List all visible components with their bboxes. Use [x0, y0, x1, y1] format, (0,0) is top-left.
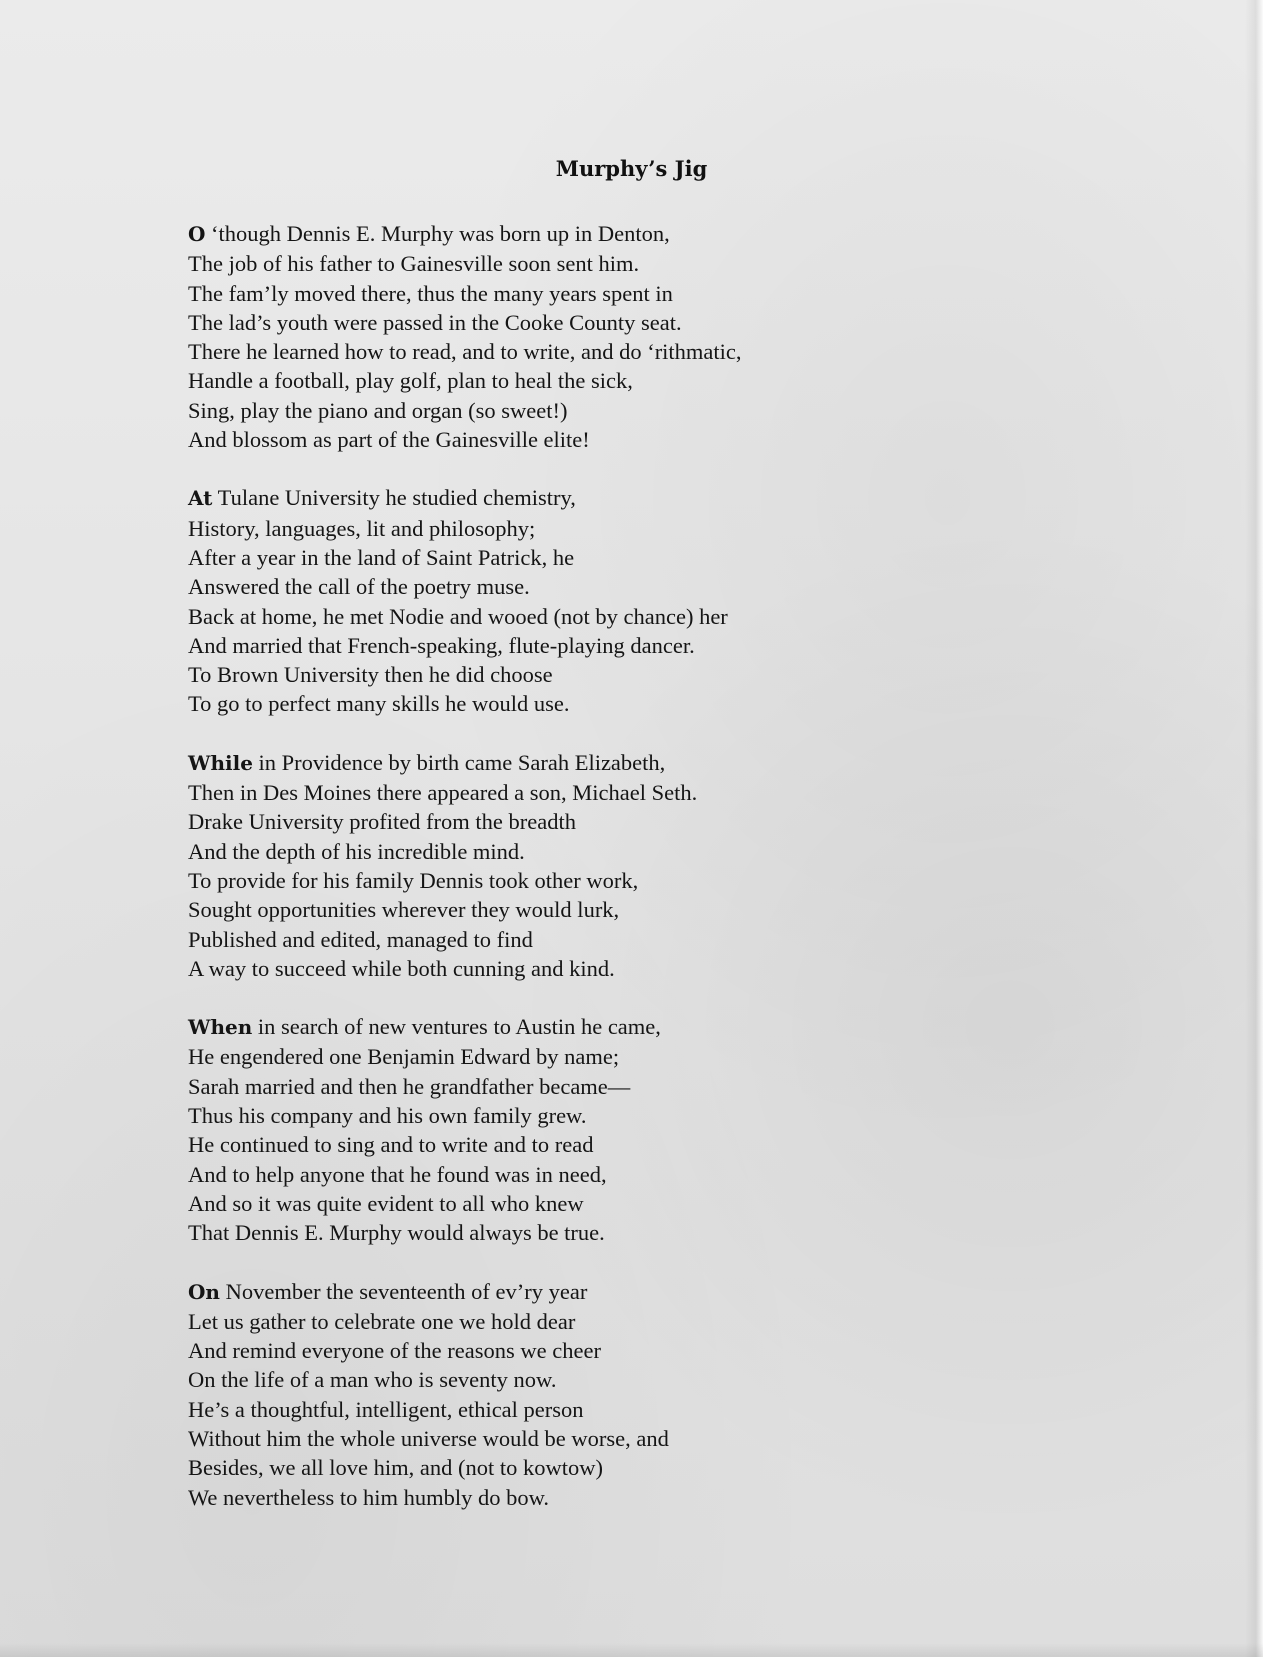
- line-text: Tulane University he studied chemistry,: [212, 485, 576, 511]
- stanza-lead-word: At: [188, 486, 213, 511]
- poem-line: And blossom as part of the Gainesville elite!: [188, 427, 590, 453]
- stanza-1: [188, 219, 1088, 454]
- poem-body: [188, 219, 1088, 1541]
- stanza-2: [188, 483, 1088, 718]
- poem-line: To provide for his family Dennis took other work,: [188, 867, 639, 893]
- poem-line: A way to succeed while both cunning and kind.: [188, 955, 615, 981]
- page-edge-shadow: [1245, 0, 1263, 1657]
- poem-line: On the life of a man who is seventy now.: [188, 1367, 557, 1393]
- poem-line: Thus his company and his own family grew.: [188, 1103, 587, 1129]
- line-text: November the seventeenth of ev’ry year: [219, 1278, 588, 1304]
- poem-line: Published and edited, managed to find: [188, 926, 533, 952]
- stanza-lead-word: On: [188, 1279, 220, 1304]
- poem-line: Sought opportunities wherever they would lurk,: [188, 897, 620, 923]
- page-bottom-shadow: [0, 1643, 1263, 1657]
- line-text: in Providence by birth came Sarah Elizabeth,: [252, 749, 666, 775]
- poem-line: He continued to sing and to write and to read: [188, 1132, 594, 1158]
- poem-line: And so it was quite evident to all who knew: [188, 1190, 584, 1216]
- stanza-4: [188, 1012, 1088, 1247]
- poem-line: After a year in the land of Saint Patrick, he: [188, 544, 575, 570]
- poem-line: He’s a thoughtful, intelligent, ethical person: [188, 1396, 584, 1422]
- poem-line: He engendered one Benjamin Edward by name;: [188, 1044, 620, 1070]
- poem-line: [188, 748, 1088, 778]
- poem-line: The job of his father to Gainesville soon sent him.: [188, 251, 640, 277]
- poem-line: That Dennis E. Murphy would always be true.: [188, 1220, 605, 1246]
- poem-line: History, languages, lit and philosophy;: [188, 515, 536, 541]
- poem-line: To Brown University then he did choose: [188, 662, 553, 688]
- poem-line: The lad’s youth were passed in the Cooke County seat.: [188, 309, 682, 335]
- poem-line: Handle a football, play golf, plan to heal the sick,: [188, 368, 633, 394]
- stanza-lead-word: When: [188, 1015, 253, 1040]
- poem-title: Murphy’s Jig: [555, 156, 708, 181]
- poem-line: Let us gather to celebrate one we hold dear: [188, 1308, 576, 1334]
- stanza-lead-word: O: [188, 222, 206, 246]
- poem-line: Back at home, he met Nodie and wooed (not by chance) her: [188, 603, 728, 629]
- poem-line: Sing, play the piano and organ (so sweet!): [188, 397, 568, 423]
- poem-line: Besides, we all love him, and (not to kowtow): [188, 1455, 603, 1481]
- poem-line: There he learned how to read, and to write, and do ‘rithmatic,: [188, 339, 742, 365]
- line-text: ‘though Dennis E. Murphy was born up in Denton,: [205, 221, 670, 246]
- poem-line: And the depth of his incredible mind.: [188, 838, 525, 864]
- stanza-3: [188, 748, 1088, 983]
- poem-line: To go to perfect many skills he would use.: [188, 691, 570, 717]
- poem-line: Without him the whole universe would be worse, and: [188, 1425, 669, 1451]
- poem-line: And remind everyone of the reasons we cheer: [188, 1338, 601, 1364]
- poem-line: [188, 1012, 1088, 1042]
- poem-line: Then in Des Moines there appeared a son, Michael Seth.: [188, 780, 698, 806]
- stanza-5: [188, 1277, 1088, 1512]
- poem-line: Answered the call of the poetry muse.: [188, 574, 530, 600]
- poem-line: Sarah married and then he grandfather became—: [188, 1073, 631, 1099]
- poem-line: Drake University profited from the breadth: [188, 809, 576, 835]
- poem-line: And married that French-speaking, flute-playing dancer.: [188, 632, 695, 658]
- poem-line: [188, 219, 1088, 249]
- poem-line: [188, 1277, 1088, 1307]
- poem-line: [188, 483, 1088, 513]
- poem-line: We nevertheless to him humbly do bow.: [188, 1484, 550, 1510]
- line-text: in search of new ventures to Austin he came,: [252, 1014, 661, 1040]
- stanza-lead-word: While: [188, 750, 253, 775]
- poem-line: And to help anyone that he found was in need,: [188, 1161, 607, 1187]
- poem-line: The fam’ly moved there, thus the many years spent in: [188, 280, 673, 306]
